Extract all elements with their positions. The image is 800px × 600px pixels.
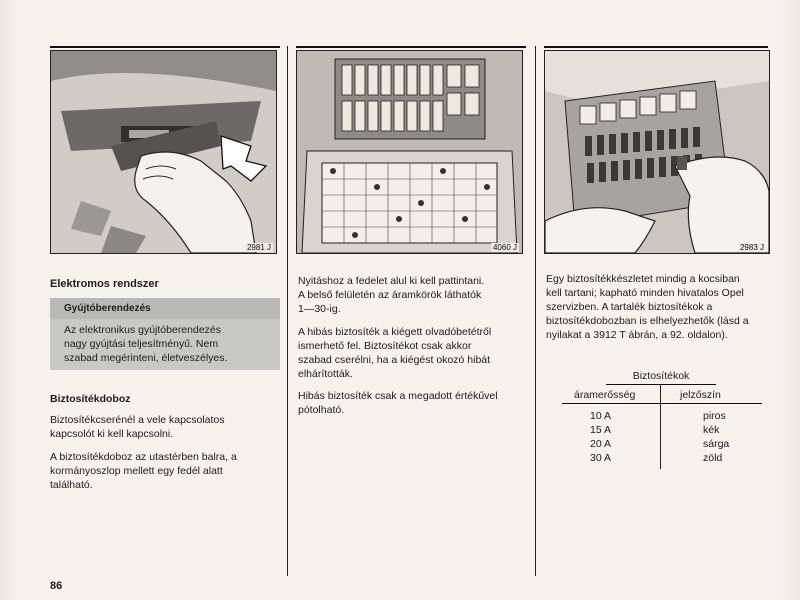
warning-line-2: nagy gyújtási teljesítményű. Nem	[64, 338, 219, 350]
col3-para1-line3: szervizben. A tartalék biztosítékok a	[546, 301, 713, 313]
figure-dashboard-cover	[50, 50, 277, 254]
page-number: 86	[50, 580, 63, 592]
fuse-row-4-current: 30 A	[590, 452, 612, 464]
column-divider-1	[287, 46, 288, 576]
warning-line-3: szabad megérinteni, életveszélyes.	[64, 352, 228, 364]
figure-label: 2981 J	[246, 243, 271, 252]
top-rule-col3	[544, 46, 768, 48]
col1-para1-line2: kapcsolót ki kell kapcsolni.	[50, 428, 174, 440]
fuse-row-2-color: kék	[703, 424, 720, 436]
warning-line-1: Az elektronikus gyújtóberendezés	[64, 324, 222, 336]
fuse-row-1-current: 10 A	[590, 410, 612, 422]
fuse-header-rule	[562, 403, 762, 404]
col3-para1-line2: kell tartani; kapható minden hivatalos Opel	[546, 287, 744, 299]
warning-box	[50, 298, 280, 370]
col2-para2-line1: A hibás biztosíték a kiégett olvadóbetétről	[298, 326, 492, 338]
col1-para2-line1: A biztosítékdoboz az utastérben balra, a	[50, 451, 237, 463]
column-divider-2	[535, 46, 536, 576]
figure-fuse-box-open	[296, 50, 523, 254]
col2-para1-line1: Nyitáshoz a fedelet alul ki kell pattintani.	[298, 275, 485, 287]
fuse-row-3-color: sárga	[703, 438, 730, 450]
col2-para3-line1: Hibás biztosíték csak a megadott értékűvel	[298, 390, 498, 402]
section-title: Elektromos rendszer	[50, 278, 159, 290]
top-rule-col2	[296, 46, 526, 48]
col3-para1-line1: Egy biztosítékkészletet mindig a kocsiban	[546, 273, 740, 285]
top-rule-col1	[50, 46, 280, 48]
col2-para1-line3: 1—30-ig.	[298, 303, 341, 315]
warning-box-title: Gyújtóberendezés	[50, 298, 280, 319]
fuse-table-divider	[660, 384, 661, 469]
fuse-row-2-current: 15 A	[590, 424, 612, 436]
fuse-table-title: Biztosítékok	[632, 370, 690, 382]
col2-para1-line2: A belső felületén az áramkörök láthatók	[298, 289, 482, 301]
fuse-row-4-color: zöld	[703, 452, 723, 464]
col2-para2-line4: elhárították.	[298, 368, 353, 380]
col2-para3-line2: pótolható.	[298, 404, 345, 416]
fuse-row-1-color: piros	[703, 410, 726, 422]
col1-para2-line3: található.	[50, 479, 93, 491]
figure-label: 2983 J	[739, 243, 764, 252]
col1-para2-line2: kormányoszlop mellett egy fedél alatt	[50, 465, 223, 477]
fuse-row-3-current: 20 A	[590, 438, 612, 450]
figure-fuse-removal	[544, 50, 770, 254]
subsection-title: Biztosítékdoboz	[50, 393, 131, 405]
figure-label: 4060 J	[492, 243, 517, 252]
col2-para2-line3: szabad cserélni, ha a kiégést okozó hibát	[298, 354, 491, 366]
col3-para1-line5: nyilakat a 3912 T ábrán, a 92. oldalon).	[546, 329, 728, 341]
col3-para1-line4: biztosítékdobozban is elhelyezhetők (lásd a	[546, 315, 749, 327]
col1-para1-line1: Biztosítékcserénél a vele kapcsolatos	[50, 414, 225, 426]
fuse-col-header-color: jelzőszín	[680, 389, 721, 401]
fuse-title-rule	[606, 384, 716, 385]
fuse-col-header-current: áramerősség	[574, 389, 636, 401]
col2-para2-line2: ismerhető fel. Biztosítékot csak akkor	[298, 340, 472, 352]
